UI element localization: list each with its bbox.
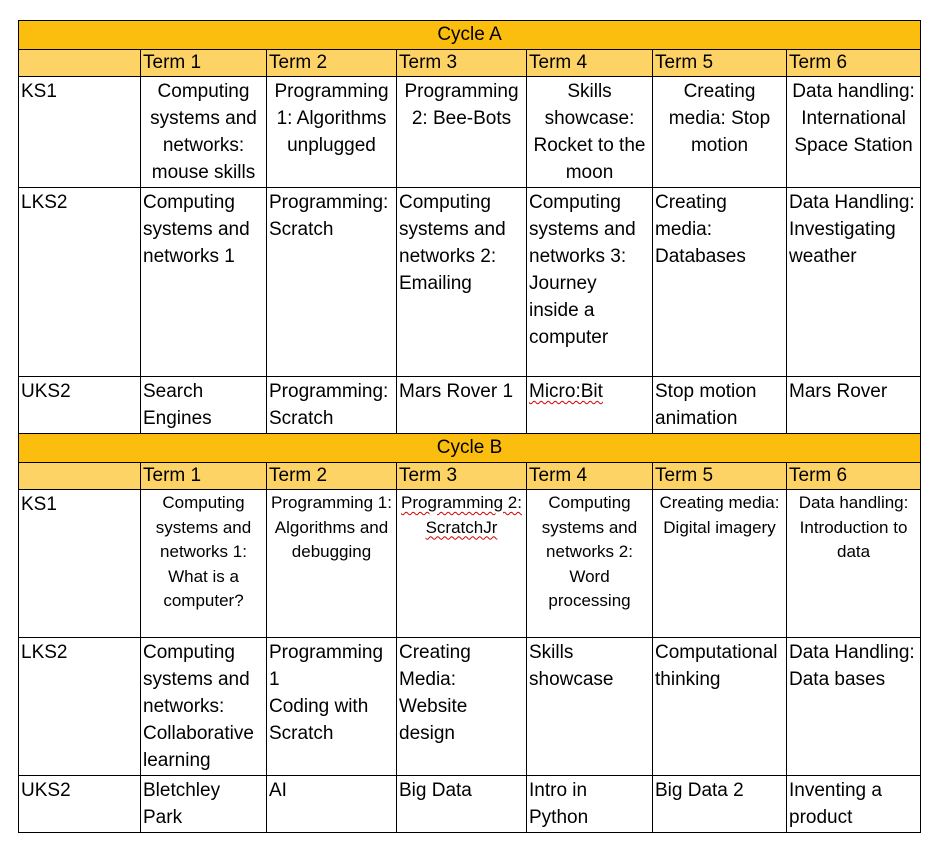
- topic-cell: Bletchley Park: [141, 776, 267, 833]
- topic-cell: Programming 1: Algorithms unplugged: [267, 77, 397, 188]
- topic-cell: Search Engines: [141, 377, 267, 434]
- term-header: Term 1: [141, 50, 267, 77]
- table-row: [19, 77, 921, 188]
- stage-label: UKS2: [19, 776, 141, 833]
- topic-cell: Data Handling: Investigating weather: [787, 188, 921, 377]
- cycle-a-header-row: [19, 21, 921, 50]
- spellcheck-underlined-text: Programming 2: ScratchJr: [401, 493, 522, 537]
- topic-cell: AI: [267, 776, 397, 833]
- topic-cell: Inventing a product: [787, 776, 921, 833]
- topic-cell: Data Handling: Data bases: [787, 638, 921, 776]
- topic-cell: Computing systems and networks 3: Journey inside a computer: [527, 188, 653, 377]
- topic-cell: [527, 377, 653, 434]
- stage-label: KS1: [19, 77, 141, 188]
- topic-cell: Stop motion animation: [653, 377, 787, 434]
- topic-cell: Programming: Scratch: [267, 377, 397, 434]
- stage-label: LKS2: [19, 188, 141, 377]
- topic-cell: Computing systems and networks 1: [141, 188, 267, 377]
- topic-cell: Computing systems and networks 2: Word processing: [527, 490, 653, 638]
- topic-cell: Data handling: International Space Station: [787, 77, 921, 188]
- topic-cell: Mars Rover: [787, 377, 921, 434]
- stage-label: KS1: [19, 490, 141, 638]
- cycle-b-terms-row: [19, 463, 921, 490]
- term-header: Term 6: [787, 50, 921, 77]
- term-header: Term 3: [397, 463, 527, 490]
- topic-cell: Computing systems and networks 2: Emailing: [397, 188, 527, 377]
- term-header-blank: [19, 50, 141, 77]
- table-row: [19, 188, 921, 377]
- table-row: [19, 490, 921, 638]
- term-header: Term 5: [653, 463, 787, 490]
- spellcheck-underlined-text: Micro:Bit: [529, 381, 603, 402]
- term-header: Term 2: [267, 50, 397, 77]
- term-header: Term 4: [527, 463, 653, 490]
- topic-cell: Creating Media: Website design: [397, 638, 527, 776]
- cycle-a-terms-row: [19, 50, 921, 77]
- term-header: Term 6: [787, 463, 921, 490]
- topic-cell: Mars Rover 1: [397, 377, 527, 434]
- table-row: [19, 638, 921, 776]
- topic-cell: Programming 1 Coding with Scratch: [267, 638, 397, 776]
- term-header: Term 1: [141, 463, 267, 490]
- topic-cell: Intro in Python: [527, 776, 653, 833]
- stage-label: UKS2: [19, 377, 141, 434]
- topic-cell: Data handling: Introduction to data: [787, 490, 921, 638]
- topic-cell: Computing systems and networks: mouse skills: [141, 77, 267, 188]
- table-row: [19, 377, 921, 434]
- cycle-b-header-row: [19, 434, 921, 463]
- term-header: Term 2: [267, 463, 397, 490]
- topic-cell: Programming 2: Bee-Bots: [397, 77, 527, 188]
- topic-cell: Creating media: Stop motion: [653, 77, 787, 188]
- topic-cell: [397, 490, 527, 638]
- topic-cell: Skills showcase: [527, 638, 653, 776]
- table-row: [19, 776, 921, 833]
- topic-cell: Computing systems and networks: Collaborative learning: [141, 638, 267, 776]
- topic-cell: Computing systems and networks 1: What is a computer?: [141, 490, 267, 638]
- topic-cell: Skills showcase: Rocket to the moon: [527, 77, 653, 188]
- topic-cell: Big Data 2: [653, 776, 787, 833]
- cycle-b-title: Cycle B: [19, 434, 921, 463]
- topic-cell: Programming: Scratch: [267, 188, 397, 377]
- curriculum-table: [18, 20, 921, 833]
- term-header: Term 3: [397, 50, 527, 77]
- term-header-blank: [19, 463, 141, 490]
- cycle-a-title: Cycle A: [19, 21, 921, 50]
- topic-cell: Computational thinking: [653, 638, 787, 776]
- term-header: Term 4: [527, 50, 653, 77]
- topic-cell: Big Data: [397, 776, 527, 833]
- topic-cell: Creating media: Digital imagery: [653, 490, 787, 638]
- topic-cell: Creating media: Databases: [653, 188, 787, 377]
- stage-label: LKS2: [19, 638, 141, 776]
- topic-cell: Programming 1: Algorithms and debugging: [267, 490, 397, 638]
- term-header: Term 5: [653, 50, 787, 77]
